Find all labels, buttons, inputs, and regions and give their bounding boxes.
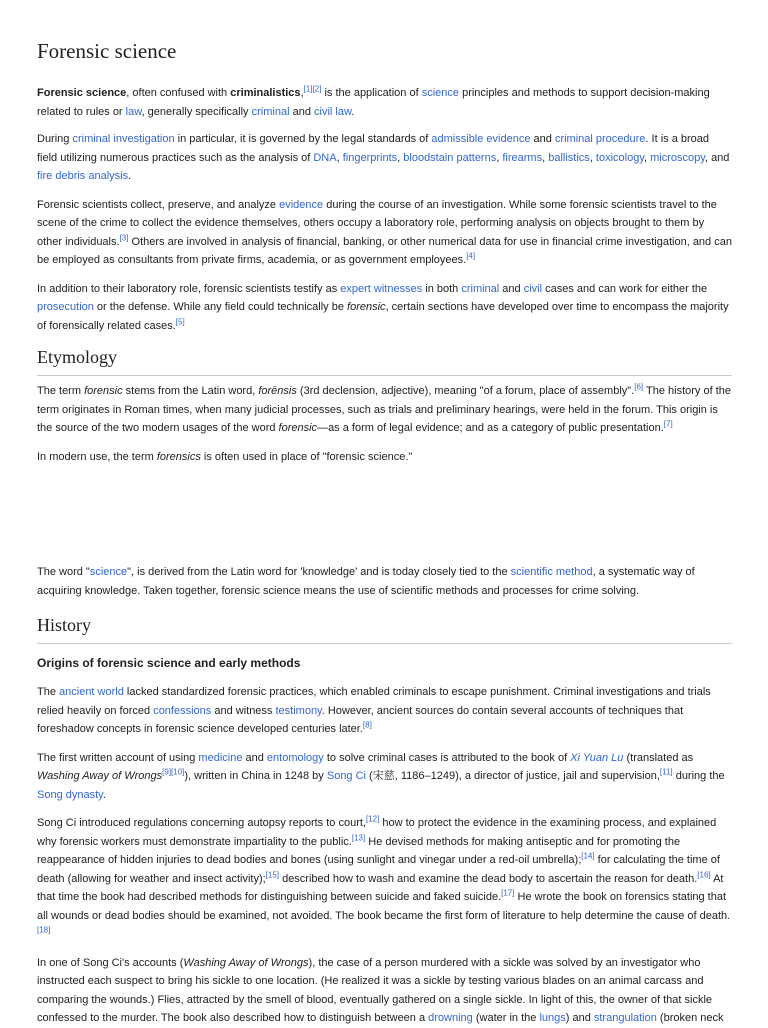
link-dna[interactable]: DNA (313, 151, 337, 164)
page-title: Forensic science (37, 39, 177, 63)
link-admissible-evidence[interactable]: admissible evidence (431, 133, 531, 145)
link-song-dynasty[interactable]: Song dynasty (37, 788, 103, 801)
link-criminal-procedure[interactable]: criminal procedure (554, 133, 646, 145)
bold-term-criminalistics: criminalistics (230, 87, 301, 99)
link-strangulation[interactable]: strangulation (593, 1012, 657, 1024)
link-lungs[interactable]: lungs (539, 1012, 566, 1024)
reference-link[interactable]: [5] (175, 316, 185, 326)
reference-link[interactable]: [7] (663, 419, 673, 429)
section-heading-history: History (37, 613, 732, 644)
history-paragraph-2: The first written account of using medicine and entomology to solve criminal cases is attributed to the book of Xi Yuan Lu (translated as Washing Away of Wrongs[9][10]), written in China in 1248 by Song Ci (宋慈, 1186–1249), a director of justice, jail and supervision,[11] during the Song dynasty. (37, 751, 725, 801)
link-entomology[interactable]: entomology (266, 751, 324, 764)
reference-link[interactable]: [1][2] (303, 84, 322, 94)
link-confessions[interactable]: confessions (153, 704, 212, 717)
bold-term-forensic-science: Forensic science (37, 87, 127, 99)
reference-link[interactable]: [4] (466, 251, 476, 261)
link-microscopy[interactable]: microscopy (650, 151, 705, 164)
link-toxicology[interactable]: toxicology (595, 151, 645, 164)
history-paragraph-1: The ancient world lacked standardized forensic practices, which enabled criminals to escape punishment. Criminal investigations and trials relied heavily on forced confessions and witness testimony. However, ancient sources do contain several accounts of techniques that foreshadow concepts in forensic science developed centuries later.[8] (37, 686, 711, 735)
reference-link[interactable]: [6] (634, 382, 644, 392)
reference-link[interactable]: [13] (351, 832, 366, 842)
reference-link[interactable]: [8] (362, 720, 372, 730)
link-medicine[interactable]: medicine (198, 751, 243, 764)
link-fire-debris-analysis[interactable]: fire debris analysis (37, 170, 129, 182)
link-firearms[interactable]: firearms (502, 151, 543, 164)
link-civil[interactable]: civil (523, 282, 543, 295)
link-science[interactable]: science (421, 87, 460, 99)
etymology-paragraph-3: The word "science", is derived from the Latin word for 'knowledge' and is today closely tied to the scientific method, a systematic way of acquiring knowledge. Taken together, forensic science means the use of scientific methods and processes for crime solving. (37, 566, 695, 597)
reference-link[interactable]: [17] (501, 888, 515, 898)
link-evidence[interactable]: evidence (279, 198, 324, 211)
reference-link[interactable]: [15] (265, 869, 280, 879)
intro-paragraph-1: Forensic science, often confused with criminalistics,[1][2] is the application of science principles and methods to support decision-making related to rules or law, generally specifically criminal and civil law. (37, 84, 710, 118)
etymology-paragraph-2: In modern use, the term forensics is often used in place of "forensic science." (37, 450, 413, 463)
subsection-heading-origins: Origins of forensic science and early methods (37, 656, 301, 670)
history-paragraph-4: In one of Song Ci's accounts (Washing Away of Wrongs), the case of a person murdered with a sickle was solved by an investigator who instructed each suspect to bring his sickle to one location. (He realized it was a sickle by testing various blades on an animal carcass and comparing the wounds.) Flies, attracted by the smell of blood, eventually gathered on a single sickle. In light of this, the owner of that sickle confessed to the murder. The book also described how to distinguish between a drowning (water in the lungs) and strangulation (broken neck (37, 956, 724, 1024)
reference-link[interactable]: [11] (659, 767, 673, 777)
link-testimony[interactable]: testimony (275, 704, 322, 717)
link-bloodstain-patterns[interactable]: bloodstain patterns (403, 151, 497, 164)
history-paragraph-3: Song Ci introduced regulations concerning autopsy reports to court,[12] how to protect the evidence in the examining process, and explained why forensic workers must demonstrate impartiality to the public.[13] He devised methods for making antiseptic and for promoting the reappearance of hidden injuries to dead bodies and bones (using sunlight and vinegar under a red-oil umbrella);[14] for calculating the time of death (allowing for weather and insect activity);[15] described how to wash and examine the dead body to ascertain the reason for death.[16] At that time the book had described methods for distinguishing between suicide and faked suicide.[17] He wrote the book on forensics stating that all wounds or dead bodies should be examined, not avoided. The book became the first form of literature to help determine the cause of death.[18] (37, 814, 731, 935)
link-ancient-world[interactable]: ancient world (59, 686, 124, 698)
reference-link[interactable]: [18] (37, 925, 51, 935)
link-civil-law[interactable]: civil law (314, 105, 352, 118)
link-science[interactable]: science (89, 566, 128, 578)
section-heading-etymology: Etymology (37, 345, 732, 376)
reference-link[interactable]: [9][10] (162, 767, 185, 777)
intro-paragraph-2: During criminal investigation in particular, it is governed by the legal standards of admissible evidence and criminal procedure. It is a broad field utilizing numerous practices such as the analysis of DNA, fingerprints, bloodstain patterns, firearms, ballistics, toxicology, microscopy, and fire debris analysis. (37, 133, 730, 182)
etymology-paragraph-1: The term forensic stems from the Latin word, forēnsis (3rd declension, adjective), meaning "of a forum, place of assembly".[6] The history of the term originates in Roman times, when many judicial processes, such as trials and preliminary hearings, were held in the forum. This origin is the source of the two modern usages of the word forensic—as a form of legal evidence; and as a category of public presentation.[7] (37, 382, 731, 434)
link-song-ci[interactable]: Song Ci (326, 770, 366, 782)
link-expert-witnesses[interactable]: expert witnesses (340, 282, 423, 295)
link-drowning[interactable]: drowning (428, 1012, 473, 1024)
reference-link[interactable]: [16] (697, 869, 711, 879)
blank-spacer (37, 466, 732, 563)
reference-link[interactable]: [3] (119, 232, 129, 242)
intro-paragraph-3: Forensic scientists collect, preserve, and analyze evidence during the course of an investigation. While some forensic scientists travel to the scene of the crime to collect the evidence themselves, others occupy a laboratory role, performing analysis on objects brought to them by other individuals.[3] Others are involved in analysis of financial, banking, or other numerical data for use in financial crime investigation, and can be employed as consultants from private firms, academia, or as government employees.[4] (37, 198, 732, 266)
link-scientific-method[interactable]: scientific method (510, 566, 593, 578)
link-xi-yuan-lu[interactable]: Xi Yuan Lu (570, 751, 624, 764)
link-criminal[interactable]: criminal (461, 282, 500, 295)
reference-link[interactable]: [12] (365, 814, 380, 824)
link-law[interactable]: law (125, 105, 142, 118)
link-ballistics[interactable]: ballistics (548, 151, 590, 164)
reference-link[interactable]: [14] (581, 851, 595, 861)
link-criminal-investigation[interactable]: criminal investigation (72, 133, 175, 145)
intro-paragraph-4: In addition to their laboratory role, forensic scientists testify as expert witnesses in both criminal and civil cases and can work for either the prosecution or the defense. While any field could technically be forensic, certain sections have developed over time to encompass the majority of forensically related cases.[5] (37, 282, 729, 332)
link-criminal[interactable]: criminal (251, 105, 290, 118)
link-fingerprints[interactable]: fingerprints (342, 151, 398, 164)
link-prosecution[interactable]: prosecution (37, 301, 94, 313)
